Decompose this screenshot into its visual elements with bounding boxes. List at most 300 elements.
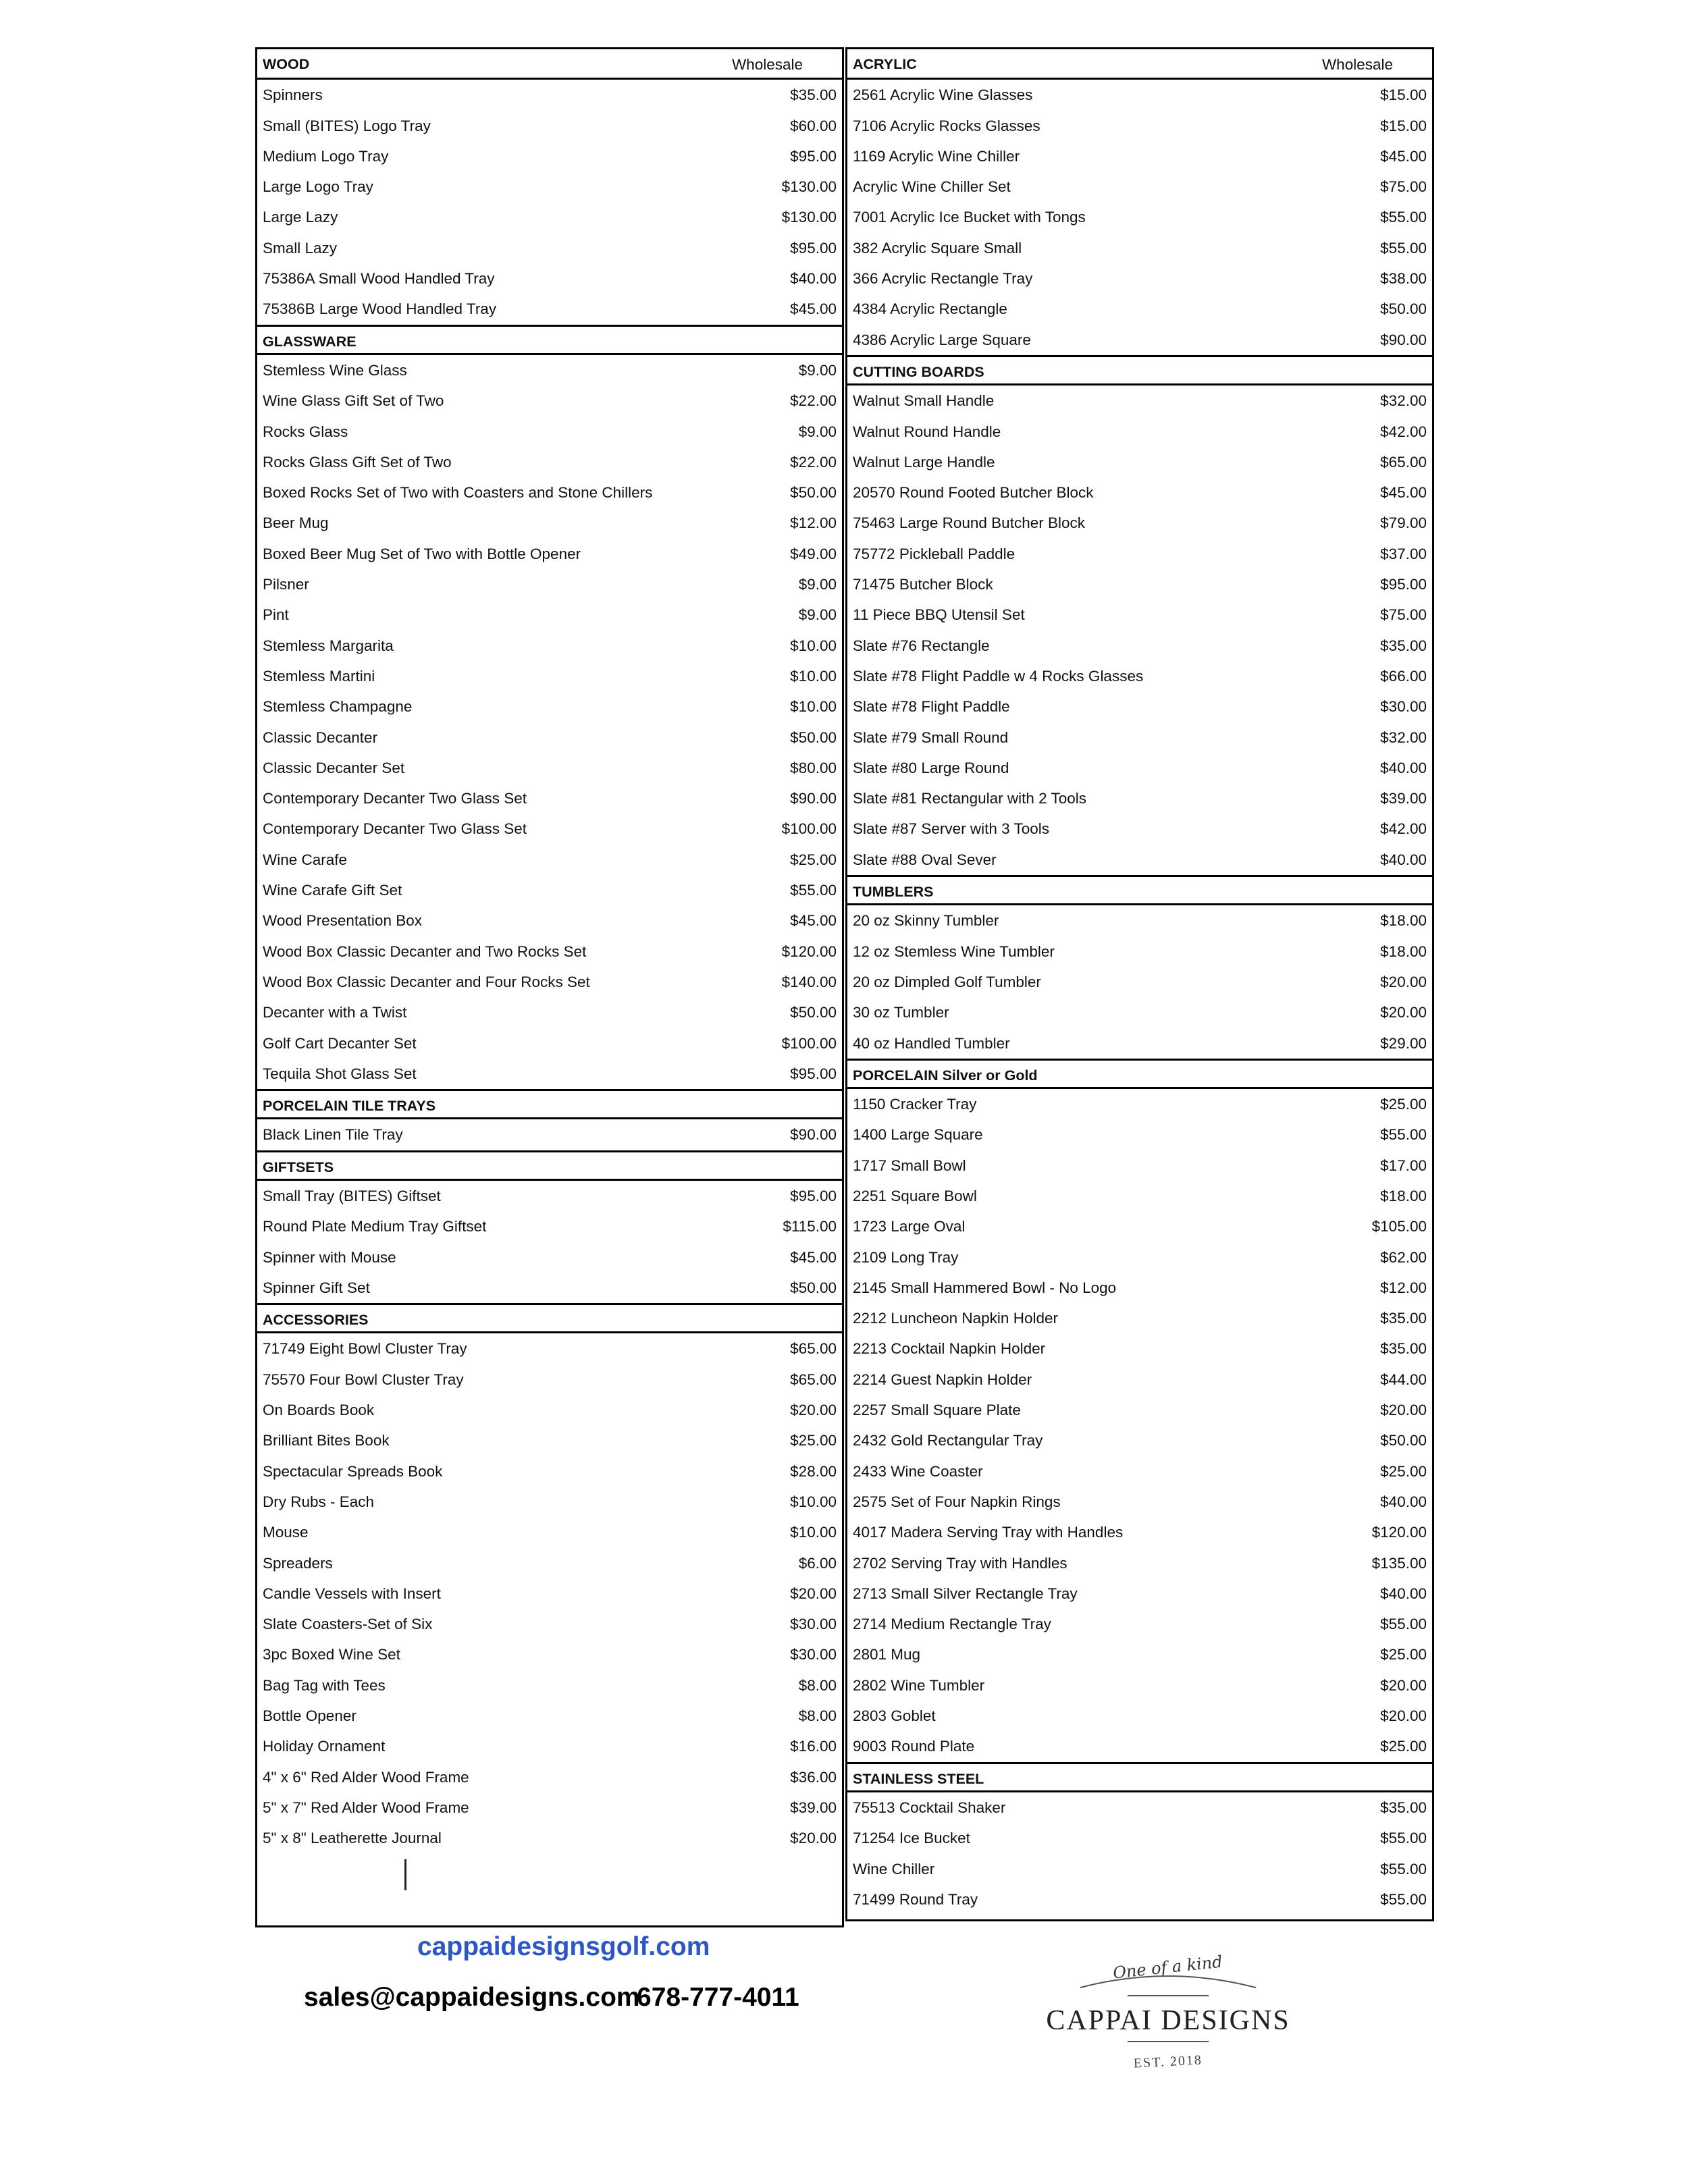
price-row bbox=[257, 1517, 842, 1547]
item-price: $44.00 bbox=[1380, 1370, 1427, 1388]
price-row bbox=[257, 539, 842, 569]
price-row bbox=[257, 936, 842, 967]
right-column bbox=[845, 47, 1434, 1921]
price-row bbox=[847, 539, 1432, 569]
item-price: $115.00 bbox=[783, 1218, 837, 1235]
item-name: Tequila Shot Glass Set bbox=[263, 1065, 417, 1082]
price-row bbox=[257, 722, 842, 753]
price-row bbox=[257, 691, 842, 722]
item-price: $18.00 bbox=[1380, 942, 1427, 960]
item-name: Candle Vessels with Insert bbox=[263, 1584, 441, 1602]
price-row bbox=[257, 417, 842, 447]
price-row bbox=[847, 1884, 1432, 1915]
item-price: $100.00 bbox=[781, 1034, 837, 1052]
section-header bbox=[257, 49, 842, 80]
item-name: 2802 Wine Tumbler bbox=[853, 1676, 985, 1694]
item-name: 12 oz Stemless Wine Tumbler bbox=[853, 942, 1055, 960]
price-row bbox=[847, 80, 1432, 110]
price-row bbox=[257, 1548, 842, 1578]
item-price: $95.00 bbox=[790, 1187, 837, 1204]
item-price: $50.00 bbox=[790, 1004, 837, 1021]
item-name: Rocks Glass bbox=[263, 423, 348, 440]
item-name: Stemless Champagne bbox=[263, 698, 413, 716]
section-giftsets bbox=[257, 1150, 842, 1303]
item-name: Walnut Large Handle bbox=[853, 453, 995, 471]
price-row bbox=[847, 1823, 1432, 1853]
item-name: 5" x 7" Red Alder Wood Frame bbox=[263, 1799, 469, 1816]
item-price: $32.00 bbox=[1380, 392, 1427, 410]
price-row bbox=[847, 325, 1432, 355]
price-row bbox=[257, 1242, 842, 1273]
price-row bbox=[847, 1364, 1432, 1395]
item-price: $28.00 bbox=[790, 1462, 837, 1480]
item-price: $75.00 bbox=[1380, 178, 1427, 196]
item-price: $80.00 bbox=[790, 759, 837, 776]
item-name: 2713 Small Silver Rectangle Tray bbox=[853, 1584, 1078, 1602]
item-name: 7001 Acrylic Ice Bucket with Tongs bbox=[853, 209, 1086, 226]
section-porcelain-silver-or-gold bbox=[847, 1059, 1432, 1762]
price-row bbox=[257, 1792, 842, 1823]
item-price: $55.00 bbox=[1380, 1126, 1427, 1144]
price-row bbox=[847, 171, 1432, 202]
section-header bbox=[257, 1089, 842, 1119]
item-price: $62.00 bbox=[1380, 1248, 1427, 1266]
item-name: 2433 Wine Coaster bbox=[853, 1462, 983, 1480]
price-row bbox=[257, 1028, 842, 1059]
item-price: $55.00 bbox=[1380, 1616, 1427, 1633]
price-row bbox=[257, 477, 842, 508]
item-name: 20570 Round Footed Butcher Block bbox=[853, 484, 1094, 502]
price-row bbox=[257, 508, 842, 538]
item-price: $18.00 bbox=[1380, 912, 1427, 930]
price-row bbox=[257, 1211, 842, 1242]
item-price: $12.00 bbox=[790, 514, 837, 532]
item-name: 2257 Small Square Plate bbox=[853, 1402, 1021, 1419]
item-name: 2251 Square Bowl bbox=[853, 1187, 977, 1204]
price-row bbox=[257, 1701, 842, 1731]
item-name: Spinners bbox=[263, 86, 323, 104]
item-name: On Boards Book bbox=[263, 1402, 375, 1419]
left-column bbox=[255, 47, 844, 1927]
item-name: 20 oz Dimpled Golf Tumbler bbox=[853, 973, 1041, 990]
price-row bbox=[847, 814, 1432, 844]
price-row bbox=[257, 753, 842, 783]
item-name: Spinner Gift Set bbox=[263, 1279, 370, 1296]
item-price: $17.00 bbox=[1380, 1156, 1427, 1174]
price-row bbox=[847, 1609, 1432, 1639]
section-title: STAINLESS STEEL bbox=[853, 1770, 984, 1787]
price-row bbox=[257, 631, 842, 661]
item-price: $140.00 bbox=[781, 973, 837, 990]
item-price: $55.00 bbox=[1380, 1890, 1427, 1908]
item-name: Spinner with Mouse bbox=[263, 1248, 396, 1266]
price-row bbox=[847, 845, 1432, 875]
price-row bbox=[847, 936, 1432, 967]
section-title: GLASSWARE bbox=[263, 333, 357, 350]
price-row bbox=[847, 1854, 1432, 1884]
item-name: Wine Glass Gift Set of Two bbox=[263, 392, 444, 410]
item-price: $22.00 bbox=[790, 392, 837, 410]
item-name: 71499 Round Tray bbox=[853, 1890, 978, 1908]
price-row bbox=[257, 1487, 842, 1517]
item-name: 71475 Butcher Block bbox=[853, 576, 993, 593]
price-row bbox=[847, 1639, 1432, 1670]
price-row bbox=[847, 661, 1432, 691]
section-header bbox=[847, 1059, 1432, 1089]
item-name: Large Lazy bbox=[263, 209, 338, 226]
item-name: 1400 Large Square bbox=[853, 1126, 983, 1144]
item-name: Pilsner bbox=[263, 576, 309, 593]
email-link[interactable]: sales@cappaidesigns.com bbox=[304, 1983, 640, 2012]
section-title: PORCELAIN Silver or Gold bbox=[853, 1067, 1038, 1084]
section-acrylic bbox=[847, 49, 1432, 355]
price-row bbox=[847, 1487, 1432, 1517]
item-price: $20.00 bbox=[790, 1584, 837, 1602]
section-header bbox=[847, 49, 1432, 80]
price-row bbox=[847, 631, 1432, 661]
item-name: Wine Carafe bbox=[263, 851, 348, 868]
item-name: 75772 Pickleball Paddle bbox=[853, 545, 1016, 562]
item-price: $55.00 bbox=[790, 882, 837, 899]
item-price: $50.00 bbox=[790, 1279, 837, 1296]
item-price: $20.00 bbox=[1380, 1004, 1427, 1021]
item-name: 30 oz Tumbler bbox=[853, 1004, 949, 1021]
item-name: 2575 Set of Four Napkin Rings bbox=[853, 1493, 1061, 1510]
item-name: 2213 Cocktail Napkin Holder bbox=[853, 1340, 1046, 1358]
item-name: Golf Cart Decanter Set bbox=[263, 1034, 417, 1052]
item-name: Holiday Ornament bbox=[263, 1738, 386, 1755]
item-name: Brilliant Bites Book bbox=[263, 1432, 390, 1449]
item-price: $95.00 bbox=[790, 239, 837, 257]
price-row bbox=[257, 845, 842, 875]
item-price: $45.00 bbox=[1380, 484, 1427, 502]
item-price: $10.00 bbox=[790, 667, 837, 685]
item-name: Wine Carafe Gift Set bbox=[263, 882, 402, 899]
website-link[interactable]: cappaidesignsgolf.com bbox=[417, 1932, 710, 1961]
cappai-designs-logo bbox=[1026, 1931, 1310, 2073]
section-tumblers bbox=[847, 875, 1432, 1059]
item-price: $40.00 bbox=[1380, 759, 1427, 776]
price-row bbox=[847, 385, 1432, 416]
item-price: $130.00 bbox=[781, 178, 837, 196]
item-name: Medium Logo Tray bbox=[263, 147, 389, 165]
price-row bbox=[847, 141, 1432, 171]
item-price: $50.00 bbox=[790, 484, 837, 502]
item-name: Walnut Small Handle bbox=[853, 392, 995, 410]
item-price: $9.00 bbox=[798, 576, 837, 593]
price-row bbox=[847, 417, 1432, 447]
section-header bbox=[847, 875, 1432, 905]
price-row bbox=[257, 1731, 842, 1761]
item-name: Small Lazy bbox=[263, 239, 338, 257]
logo-tagline: One of a kind bbox=[1111, 1952, 1223, 1983]
price-row bbox=[257, 1609, 842, 1639]
price-row bbox=[847, 1181, 1432, 1211]
item-price: $38.00 bbox=[1380, 270, 1427, 288]
price-row bbox=[847, 1395, 1432, 1425]
item-name: 4" x 6" Red Alder Wood Frame bbox=[263, 1768, 469, 1786]
item-name: 5" x 8" Leatherette Journal bbox=[263, 1830, 442, 1847]
price-row bbox=[847, 1333, 1432, 1364]
item-name: Boxed Beer Mug Set of Two with Bottle Opener bbox=[263, 545, 581, 562]
item-price: $32.00 bbox=[1380, 728, 1427, 746]
item-price: $50.00 bbox=[1380, 300, 1427, 318]
item-price: $37.00 bbox=[1380, 545, 1427, 562]
section-title: WOOD bbox=[263, 56, 310, 72]
item-price: $105.00 bbox=[1371, 1218, 1427, 1235]
item-name: Walnut Round Handle bbox=[853, 423, 1001, 440]
price-row bbox=[847, 1517, 1432, 1547]
item-price: $95.00 bbox=[1380, 576, 1427, 593]
price-row bbox=[257, 967, 842, 997]
text-cursor bbox=[404, 1859, 406, 1890]
item-price: $9.00 bbox=[798, 606, 837, 624]
section-title: GIFTSETS bbox=[263, 1158, 334, 1175]
price-row bbox=[847, 1578, 1432, 1609]
price-row bbox=[257, 600, 842, 630]
item-name: 366 Acrylic Rectangle Tray bbox=[853, 270, 1033, 288]
price-row bbox=[257, 1639, 842, 1670]
item-name: Classic Decanter Set bbox=[263, 759, 405, 776]
price-row bbox=[847, 263, 1432, 294]
price-row bbox=[847, 1211, 1432, 1242]
section-title: CUTTING BOARDS bbox=[853, 363, 984, 380]
item-name: 382 Acrylic Square Small bbox=[853, 239, 1022, 257]
item-name: 2803 Goblet bbox=[853, 1707, 936, 1725]
item-price: $25.00 bbox=[1380, 1096, 1427, 1113]
price-row bbox=[847, 783, 1432, 814]
item-price: $55.00 bbox=[1380, 239, 1427, 257]
section-header bbox=[847, 355, 1432, 385]
price-row bbox=[847, 1150, 1432, 1181]
logo-brand: CAPPAI DESIGNS bbox=[1046, 2005, 1290, 2036]
item-name: 2212 Luncheon Napkin Holder bbox=[853, 1310, 1058, 1327]
item-name: 9003 Round Plate bbox=[853, 1738, 975, 1755]
item-price: $25.00 bbox=[1380, 1646, 1427, 1663]
price-row bbox=[847, 1456, 1432, 1487]
price-row bbox=[257, 1425, 842, 1456]
item-price: $40.00 bbox=[1380, 1584, 1427, 1602]
item-price: $95.00 bbox=[790, 1065, 837, 1082]
item-name: Large Logo Tray bbox=[263, 178, 373, 196]
item-name: 75386A Small Wood Handled Tray bbox=[263, 270, 495, 288]
item-name: 1169 Acrylic Wine Chiller bbox=[853, 147, 1020, 165]
item-price: $65.00 bbox=[1380, 453, 1427, 471]
price-row bbox=[847, 1303, 1432, 1333]
price-row bbox=[847, 600, 1432, 630]
price-row bbox=[847, 202, 1432, 232]
item-price: $66.00 bbox=[1380, 667, 1427, 685]
item-name: 75513 Cocktail Shaker bbox=[853, 1799, 1006, 1816]
price-row bbox=[257, 294, 842, 324]
item-name: Stemless Martini bbox=[263, 667, 375, 685]
phone-number: 678-777-4011 bbox=[637, 1983, 799, 2012]
item-name: Slate #79 Small Round bbox=[853, 728, 1009, 746]
item-name: Rocks Glass Gift Set of Two bbox=[263, 453, 452, 471]
item-name: Spectacular Spreads Book bbox=[263, 1462, 443, 1480]
item-price: $9.00 bbox=[798, 361, 837, 379]
item-price: $35.00 bbox=[1380, 637, 1427, 654]
item-name: Small (BITES) Logo Tray bbox=[263, 117, 431, 134]
item-name: 1723 Large Oval bbox=[853, 1218, 966, 1235]
price-row bbox=[847, 1701, 1432, 1731]
price-row bbox=[257, 202, 842, 232]
price-row bbox=[257, 171, 842, 202]
item-name: Decanter with a Twist bbox=[263, 1004, 407, 1021]
section-header bbox=[257, 1150, 842, 1181]
item-name: Slate #87 Server with 3 Tools bbox=[853, 820, 1049, 838]
item-price: $42.00 bbox=[1380, 820, 1427, 838]
item-price: $60.00 bbox=[790, 117, 837, 134]
item-name: Wood Box Classic Decanter and Four Rocks Set bbox=[263, 973, 590, 990]
blank-area bbox=[257, 1854, 842, 1925]
item-price: $95.00 bbox=[790, 147, 837, 165]
item-price: $45.00 bbox=[790, 912, 837, 930]
item-price: $55.00 bbox=[1380, 1860, 1427, 1877]
price-row bbox=[847, 1670, 1432, 1701]
item-price: $10.00 bbox=[790, 1493, 837, 1510]
item-price: $40.00 bbox=[1380, 1493, 1427, 1510]
price-row bbox=[847, 1028, 1432, 1059]
item-name: Wood Box Classic Decanter and Two Rocks Set bbox=[263, 942, 587, 960]
item-name: 3pc Boxed Wine Set bbox=[263, 1646, 400, 1663]
item-price: $50.00 bbox=[790, 728, 837, 746]
item-name: 20 oz Skinny Tumbler bbox=[853, 912, 999, 930]
item-price: $10.00 bbox=[790, 637, 837, 654]
item-price: $135.00 bbox=[1371, 1554, 1427, 1572]
item-name: 1717 Small Bowl bbox=[853, 1156, 966, 1174]
section-stainless-steel bbox=[847, 1762, 1432, 1915]
price-row bbox=[847, 1792, 1432, 1823]
item-price: $36.00 bbox=[790, 1768, 837, 1786]
item-price: $40.00 bbox=[1380, 851, 1427, 868]
price-row bbox=[257, 783, 842, 814]
item-name: Round Plate Medium Tray Giftset bbox=[263, 1218, 487, 1235]
item-price: $30.00 bbox=[1380, 698, 1427, 716]
item-name: 71254 Ice Bucket bbox=[853, 1830, 970, 1847]
price-row bbox=[257, 355, 842, 385]
logo-established: EST. 2018 bbox=[1133, 2052, 1203, 2071]
price-row bbox=[257, 1059, 842, 1089]
item-name: Slate #78 Flight Paddle w 4 Rocks Glasses bbox=[853, 667, 1144, 685]
section-cutting-boards bbox=[847, 355, 1432, 875]
item-price: $10.00 bbox=[790, 1524, 837, 1541]
item-price: $35.00 bbox=[1380, 1799, 1427, 1816]
price-row bbox=[257, 80, 842, 110]
price-row bbox=[257, 905, 842, 936]
section-porcelain-tile-trays bbox=[257, 1089, 842, 1150]
price-row bbox=[847, 1731, 1432, 1761]
price-row bbox=[257, 111, 842, 141]
item-name: Mouse bbox=[263, 1524, 309, 1541]
item-price: $40.00 bbox=[790, 270, 837, 288]
item-price: $8.00 bbox=[798, 1676, 837, 1694]
item-price: $30.00 bbox=[790, 1646, 837, 1663]
price-row bbox=[847, 111, 1432, 141]
item-price: $42.00 bbox=[1380, 423, 1427, 440]
item-name: 71749 Eight Bowl Cluster Tray bbox=[263, 1340, 467, 1358]
item-name: Spreaders bbox=[263, 1554, 333, 1572]
item-price: $55.00 bbox=[1380, 1830, 1427, 1847]
item-price: $20.00 bbox=[1380, 973, 1427, 990]
price-row bbox=[257, 1578, 842, 1609]
item-price: $25.00 bbox=[1380, 1462, 1427, 1480]
item-name: Contemporary Decanter Two Glass Set bbox=[263, 820, 527, 838]
price-row bbox=[257, 1456, 842, 1487]
item-price: $18.00 bbox=[1380, 1187, 1427, 1204]
item-price: $49.00 bbox=[790, 545, 837, 562]
item-name: Wood Presentation Box bbox=[263, 912, 422, 930]
item-name: 4017 Madera Serving Tray with Handles bbox=[853, 1524, 1124, 1541]
price-column-label: Wholesale bbox=[731, 56, 803, 73]
item-price: $100.00 bbox=[781, 820, 837, 838]
item-price: $8.00 bbox=[798, 1707, 837, 1725]
item-name: Small Tray (BITES) Giftset bbox=[263, 1187, 441, 1204]
item-name: 75570 Four Bowl Cluster Tray bbox=[263, 1370, 464, 1388]
item-name: Boxed Rocks Set of Two with Coasters and Stone Chillers bbox=[263, 484, 653, 502]
item-price: $9.00 bbox=[798, 423, 837, 440]
section-title: ACCESSORIES bbox=[263, 1312, 369, 1329]
item-price: $6.00 bbox=[798, 1554, 837, 1572]
price-row bbox=[847, 1425, 1432, 1456]
item-name: Beer Mug bbox=[263, 514, 329, 532]
item-name: 2145 Small Hammered Bowl - No Logo bbox=[853, 1279, 1117, 1296]
item-price: $39.00 bbox=[1380, 790, 1427, 807]
item-price: $90.00 bbox=[790, 1126, 837, 1144]
item-price: $16.00 bbox=[790, 1738, 837, 1755]
item-price: $25.00 bbox=[1380, 1738, 1427, 1755]
item-name: 4386 Acrylic Large Square bbox=[853, 331, 1031, 348]
price-row bbox=[847, 447, 1432, 477]
item-name: 7106 Acrylic Rocks Glasses bbox=[853, 117, 1040, 134]
item-price: $90.00 bbox=[790, 790, 837, 807]
item-price: $10.00 bbox=[790, 698, 837, 716]
item-price: $65.00 bbox=[790, 1340, 837, 1358]
price-row bbox=[257, 263, 842, 294]
price-row bbox=[257, 1333, 842, 1364]
item-name: 2714 Medium Rectangle Tray bbox=[853, 1616, 1051, 1633]
item-price: $120.00 bbox=[781, 942, 837, 960]
price-row bbox=[847, 1119, 1432, 1150]
item-price: $35.00 bbox=[1380, 1310, 1427, 1327]
price-row bbox=[847, 753, 1432, 783]
item-price: $25.00 bbox=[790, 851, 837, 868]
item-name: Slate #76 Rectangle bbox=[853, 637, 990, 654]
section-title: ACRYLIC bbox=[853, 56, 917, 72]
price-row bbox=[257, 385, 842, 416]
item-name: Slate Coasters-Set of Six bbox=[263, 1616, 433, 1633]
price-row bbox=[847, 997, 1432, 1028]
price-row bbox=[257, 1273, 842, 1303]
item-name: 2432 Gold Rectangular Tray bbox=[853, 1432, 1043, 1449]
item-name: Bottle Opener bbox=[263, 1707, 357, 1725]
section-accessories bbox=[257, 1303, 842, 1853]
price-row bbox=[257, 875, 842, 905]
price-row bbox=[847, 967, 1432, 997]
price-row bbox=[257, 233, 842, 263]
item-price: $30.00 bbox=[790, 1616, 837, 1633]
item-price: $39.00 bbox=[790, 1799, 837, 1816]
item-price: $25.00 bbox=[790, 1432, 837, 1449]
item-price: $45.00 bbox=[790, 1248, 837, 1266]
section-title: TUMBLERS bbox=[853, 884, 934, 901]
price-row bbox=[847, 691, 1432, 722]
blank-area bbox=[847, 1915, 1432, 1919]
price-row bbox=[847, 905, 1432, 936]
price-column-label: Wholesale bbox=[1321, 56, 1393, 73]
price-row bbox=[257, 1762, 842, 1792]
item-name: 2702 Serving Tray with Handles bbox=[853, 1554, 1067, 1572]
